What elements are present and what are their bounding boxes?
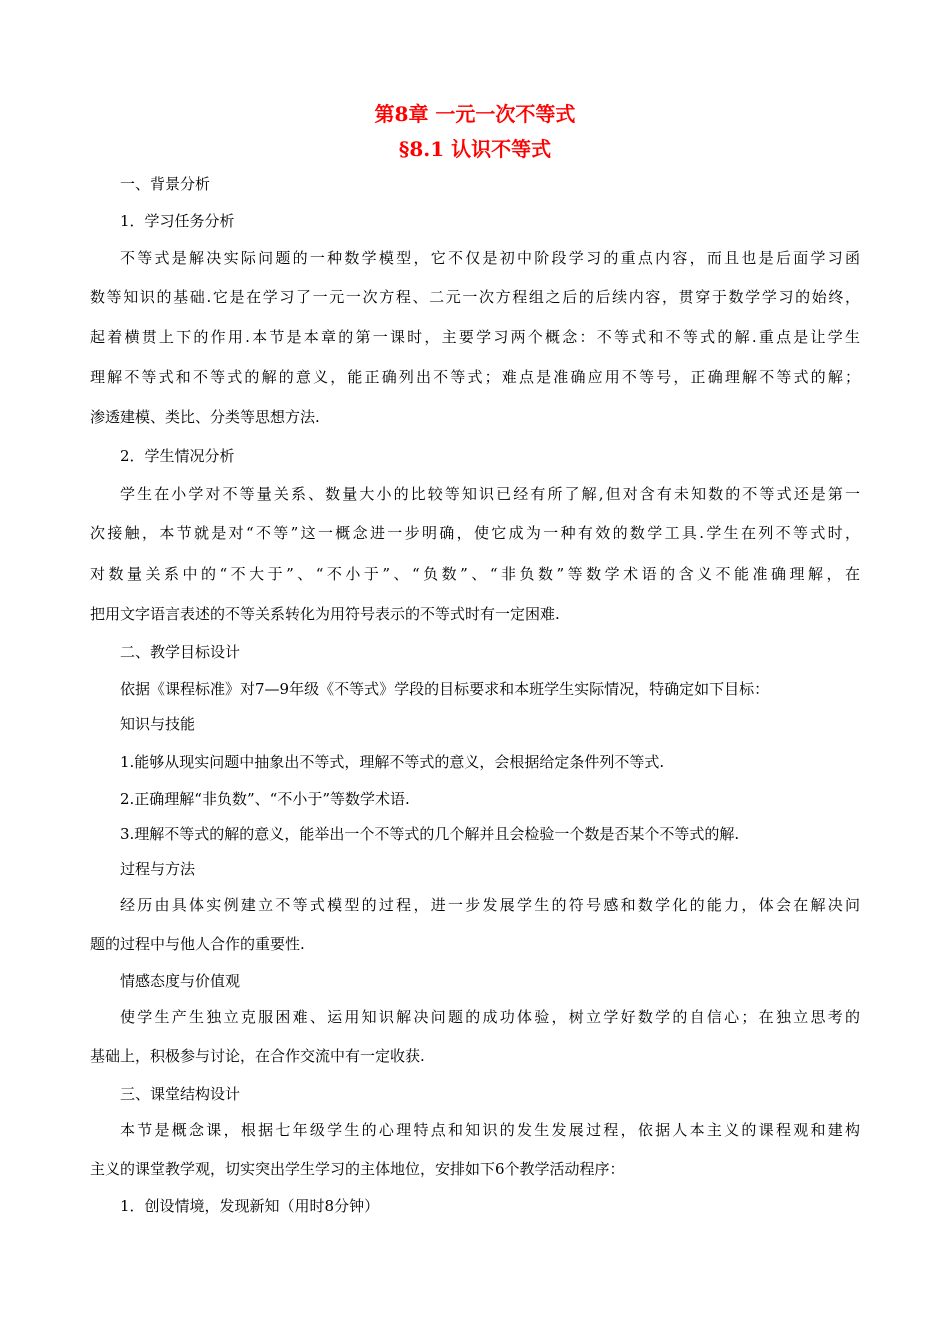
paragraph-line: 主义的课堂教学观，切实突出学生学习的主体地位，安排如下6个教学活动程序：: [90, 1160, 625, 1178]
paragraph-line: 题的过程中与他人合作的重要性.: [90, 935, 305, 953]
structure-heading: 三、课堂结构设计: [120, 1085, 241, 1103]
knowledge-item: 2.正确理解“非负数”、“不小于”等数学术语.: [120, 790, 410, 808]
paragraph-line: 本节是概念课，根据七年级学生的心理特点和知识的发生发展过程，依据人本主义的课程观和建构: [120, 1121, 860, 1139]
paragraph-line: 经历由具体实例建立不等式模型的过程，进一步发展学生的符号感和数学化的能力，体会在解决问: [120, 896, 860, 914]
student-analysis-heading: 2．学生情况分析: [120, 447, 235, 465]
paragraph-line: 理解不等式和不等式的解的意义，能正确列出不等式；难点是准确应用不等号，正确理解不等式的解；: [90, 368, 860, 386]
goals-heading: 二、教学目标设计: [120, 643, 241, 661]
knowledge-item: 1.能够从现实问题中抽象出不等式，理解不等式的意义，会根据给定条件列不等式.: [120, 753, 665, 771]
knowledge-item: 3.理解不等式的解的意义，能举出一个不等式的几个解并且会检验一个数是否某个不等式的解.: [120, 825, 740, 843]
paragraph-line: 数等知识的基础.它是在学习了一元一次方程、二元一次方程组之后的后续内容，贯穿于数学学习的始终，: [90, 288, 860, 306]
paragraph-line: 学生在小学对不等量关系、数量大小的比较等知识已经有所了解,但对含有未知数的不等式还是第一: [120, 485, 860, 503]
paragraph-line: 次接触，本节就是对“不等”这一概念进一步明确，使它成为一种有效的数学工具.学生在列不等式时，: [90, 524, 860, 542]
paragraph-line: 渗透建模、类比、分类等思想方法.: [90, 408, 320, 426]
section-title: §8.1 认识不等式: [398, 137, 552, 161]
background-heading: 一、背景分析: [120, 175, 211, 193]
paragraph-line: 不等式是解决实际问题的一种数学模型，它不仅是初中阶段学习的重点内容，而且也是后面学习函: [120, 249, 860, 267]
paragraph-line: 把用文字语言表述的不等关系转化为用符号表示的不等式时有一定困难.: [90, 605, 560, 623]
knowledge-skills-heading: 知识与技能: [120, 715, 196, 733]
attitude-values-heading: 情感态度与价值观: [120, 972, 241, 990]
goals-intro: 依据《课程标准》对7—9年级《不等式》学段的目标要求和本班学生实际情况，特确定如下目标：: [120, 680, 770, 698]
paragraph-line: 对数量关系中的“不大于”、“不小于”、“负数”、“非负数”等数学术语的含义不能准确理解，在: [90, 565, 860, 583]
paragraph-line: 起着横贯上下的作用.本节是本章的第一课时，主要学习两个概念：不等式和不等式的解.重点是让学生: [90, 328, 860, 346]
paragraph-line: 基础上，积极参与讨论，在合作交流中有一定收获.: [90, 1047, 425, 1065]
task-analysis-heading: 1．学习任务分析: [120, 212, 235, 230]
activity-step-heading: 1．创设情境，发现新知（用时8分钟）: [120, 1197, 380, 1215]
process-method-heading: 过程与方法: [120, 860, 196, 878]
paragraph-line: 使学生产生独立克服困难、运用知识解决问题的成功体验，树立学好数学的自信心；在独立思考的: [120, 1008, 860, 1026]
chapter-title: 第8章 一元一次不等式: [374, 102, 576, 126]
